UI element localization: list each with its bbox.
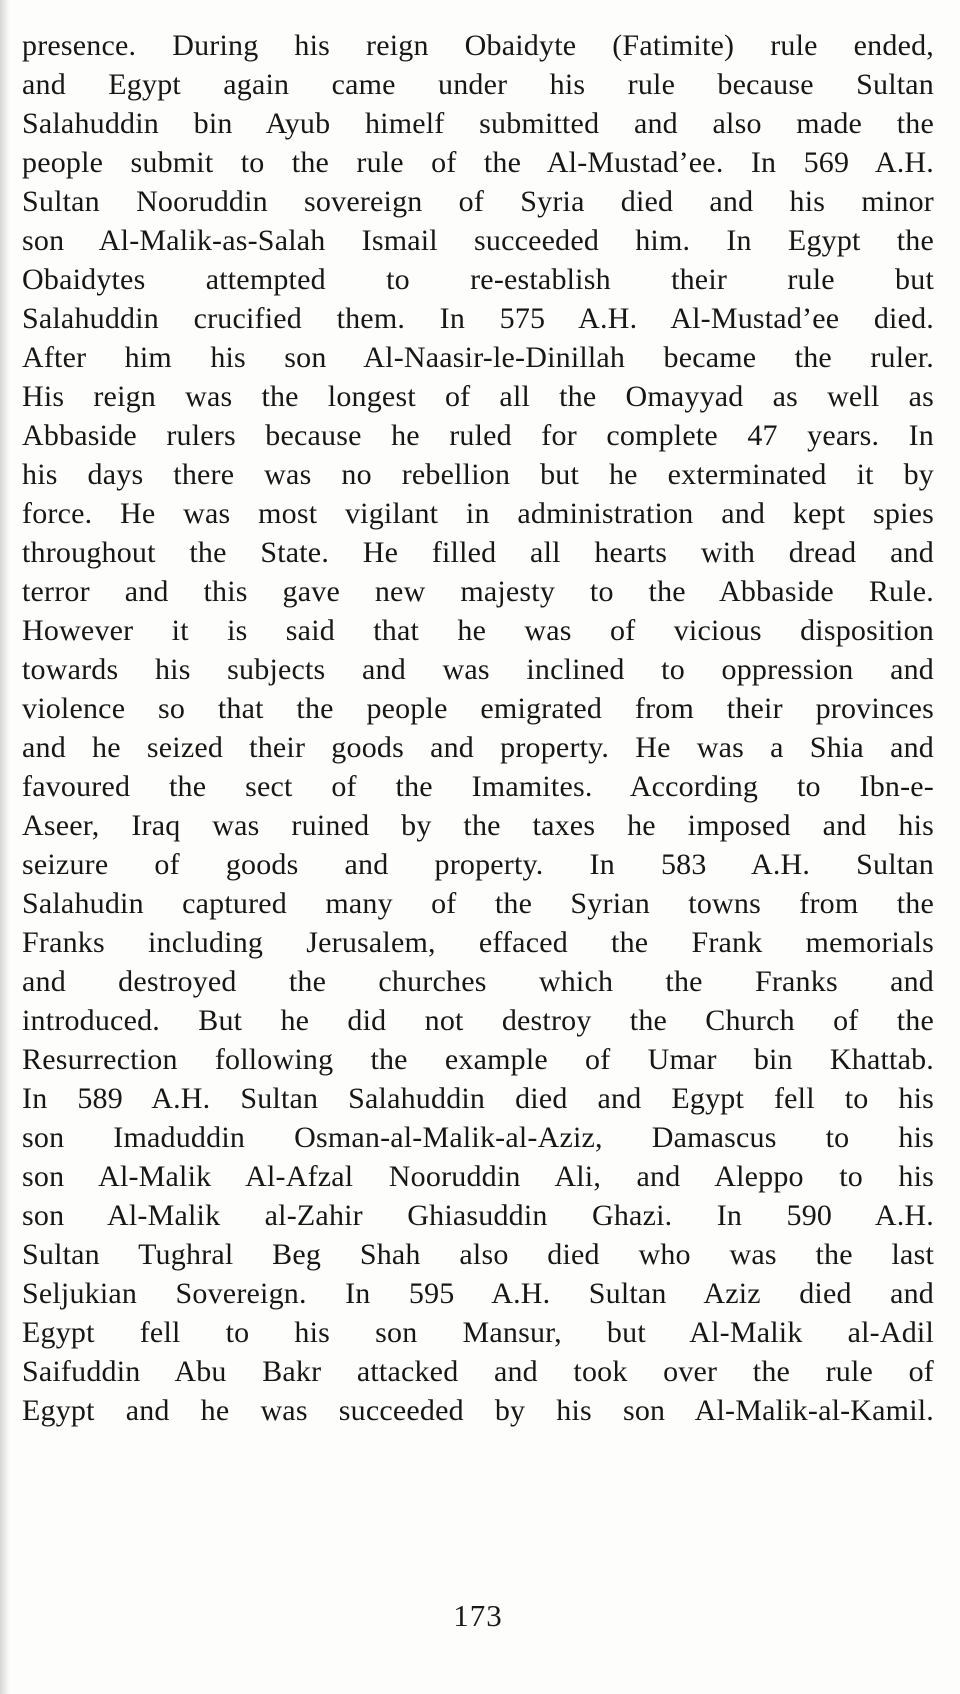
text-line: Saifuddin Abu Bakr attacked and took over the rule of bbox=[22, 1355, 934, 1388]
text-line: favoured the sect of the Imamites. According to Ibn-e- bbox=[22, 770, 934, 803]
text-line: However it is said that he was of vicious disposition bbox=[22, 614, 934, 647]
text-line: violence so that the people emigrated from their provinces bbox=[22, 692, 934, 725]
text-line: people submit to the rule of the Al-Mustad’ee. In 569 A.H. bbox=[22, 146, 934, 179]
text-line: His reign was the longest of all the Omayyad as well as bbox=[22, 380, 934, 413]
text-line: force. He was most vigilant in administration and kept spies bbox=[22, 497, 934, 530]
scan-edge-shadow bbox=[0, 0, 10, 1694]
text-line: Aseer, Iraq was ruined by the taxes he imposed and his bbox=[22, 809, 934, 842]
text-line: Sultan Tughral Beg Shah also died who was the last bbox=[22, 1238, 934, 1271]
text-line: Abbaside rulers because he ruled for complete 47 years. In bbox=[22, 419, 934, 452]
text-line: and destroyed the churches which the Franks and bbox=[22, 965, 934, 998]
body-text bbox=[22, 26, 934, 1430]
text-line: Salahuddin crucified them. In 575 A.H. Al-Mustad’ee died. bbox=[22, 302, 934, 335]
text-line: son Al-Malik-as-Salah Ismail succeeded him. In Egypt the bbox=[22, 224, 934, 257]
text-line: seizure of goods and property. In 583 A.H. Sultan bbox=[22, 848, 934, 881]
text-line: Salahudin captured many of the Syrian towns from the bbox=[22, 887, 934, 920]
text-line: son Al-Malik al-Zahir Ghiasuddin Ghazi. In 590 A.H. bbox=[22, 1199, 934, 1232]
text-line: throughout the State. He filled all hearts with dread and bbox=[22, 536, 934, 569]
text-line: Franks including Jerusalem, effaced the Frank memorials bbox=[22, 926, 934, 959]
text-line: and Egypt again came under his rule because Sultan bbox=[22, 68, 934, 101]
text-line: Salahuddin bin Ayub himelf submitted and also made the bbox=[22, 107, 934, 140]
text-line: his days there was no rebellion but he exterminated it by bbox=[22, 458, 934, 491]
text-line: son Al-Malik Al-Afzal Nooruddin Ali, and Aleppo to his bbox=[22, 1160, 934, 1193]
page-number: 173 bbox=[453, 1598, 503, 1633]
text-line: After him his son Al-Naasir-le-Dinillah became the ruler. bbox=[22, 341, 934, 374]
text-line: terror and this gave new majesty to the Abbaside Rule. bbox=[22, 575, 934, 608]
text-line: presence. During his reign Obaidyte (Fatimite) rule ended, bbox=[22, 29, 934, 62]
text-line: towards his subjects and was inclined to oppression and bbox=[22, 653, 934, 686]
text-line: Obaidytes attempted to re-establish their rule but bbox=[22, 263, 934, 296]
text-line: Sultan Nooruddin sovereign of Syria died and his minor bbox=[22, 185, 934, 218]
text-line: Resurrection following the example of Umar bin Khattab. bbox=[22, 1043, 934, 1076]
text-line: and he seized their goods and property. He was a Shia and bbox=[22, 731, 934, 764]
text-line: son Imaduddin Osman-al-Malik-al-Aziz, Damascus to his bbox=[22, 1121, 934, 1154]
text-line: Egypt fell to his son Mansur, but Al-Malik al-Adil bbox=[22, 1316, 934, 1349]
text-line: Seljukian Sovereign. In 595 A.H. Sultan Aziz died and bbox=[22, 1277, 934, 1310]
text-line: Egypt and he was succeeded by his son Al-Malik-al-Kamil. bbox=[22, 1394, 934, 1427]
text-line: introduced. But he did not destroy the Church of the bbox=[22, 1004, 934, 1037]
text-line: In 589 A.H. Sultan Salahuddin died and Egypt fell to his bbox=[22, 1082, 934, 1115]
